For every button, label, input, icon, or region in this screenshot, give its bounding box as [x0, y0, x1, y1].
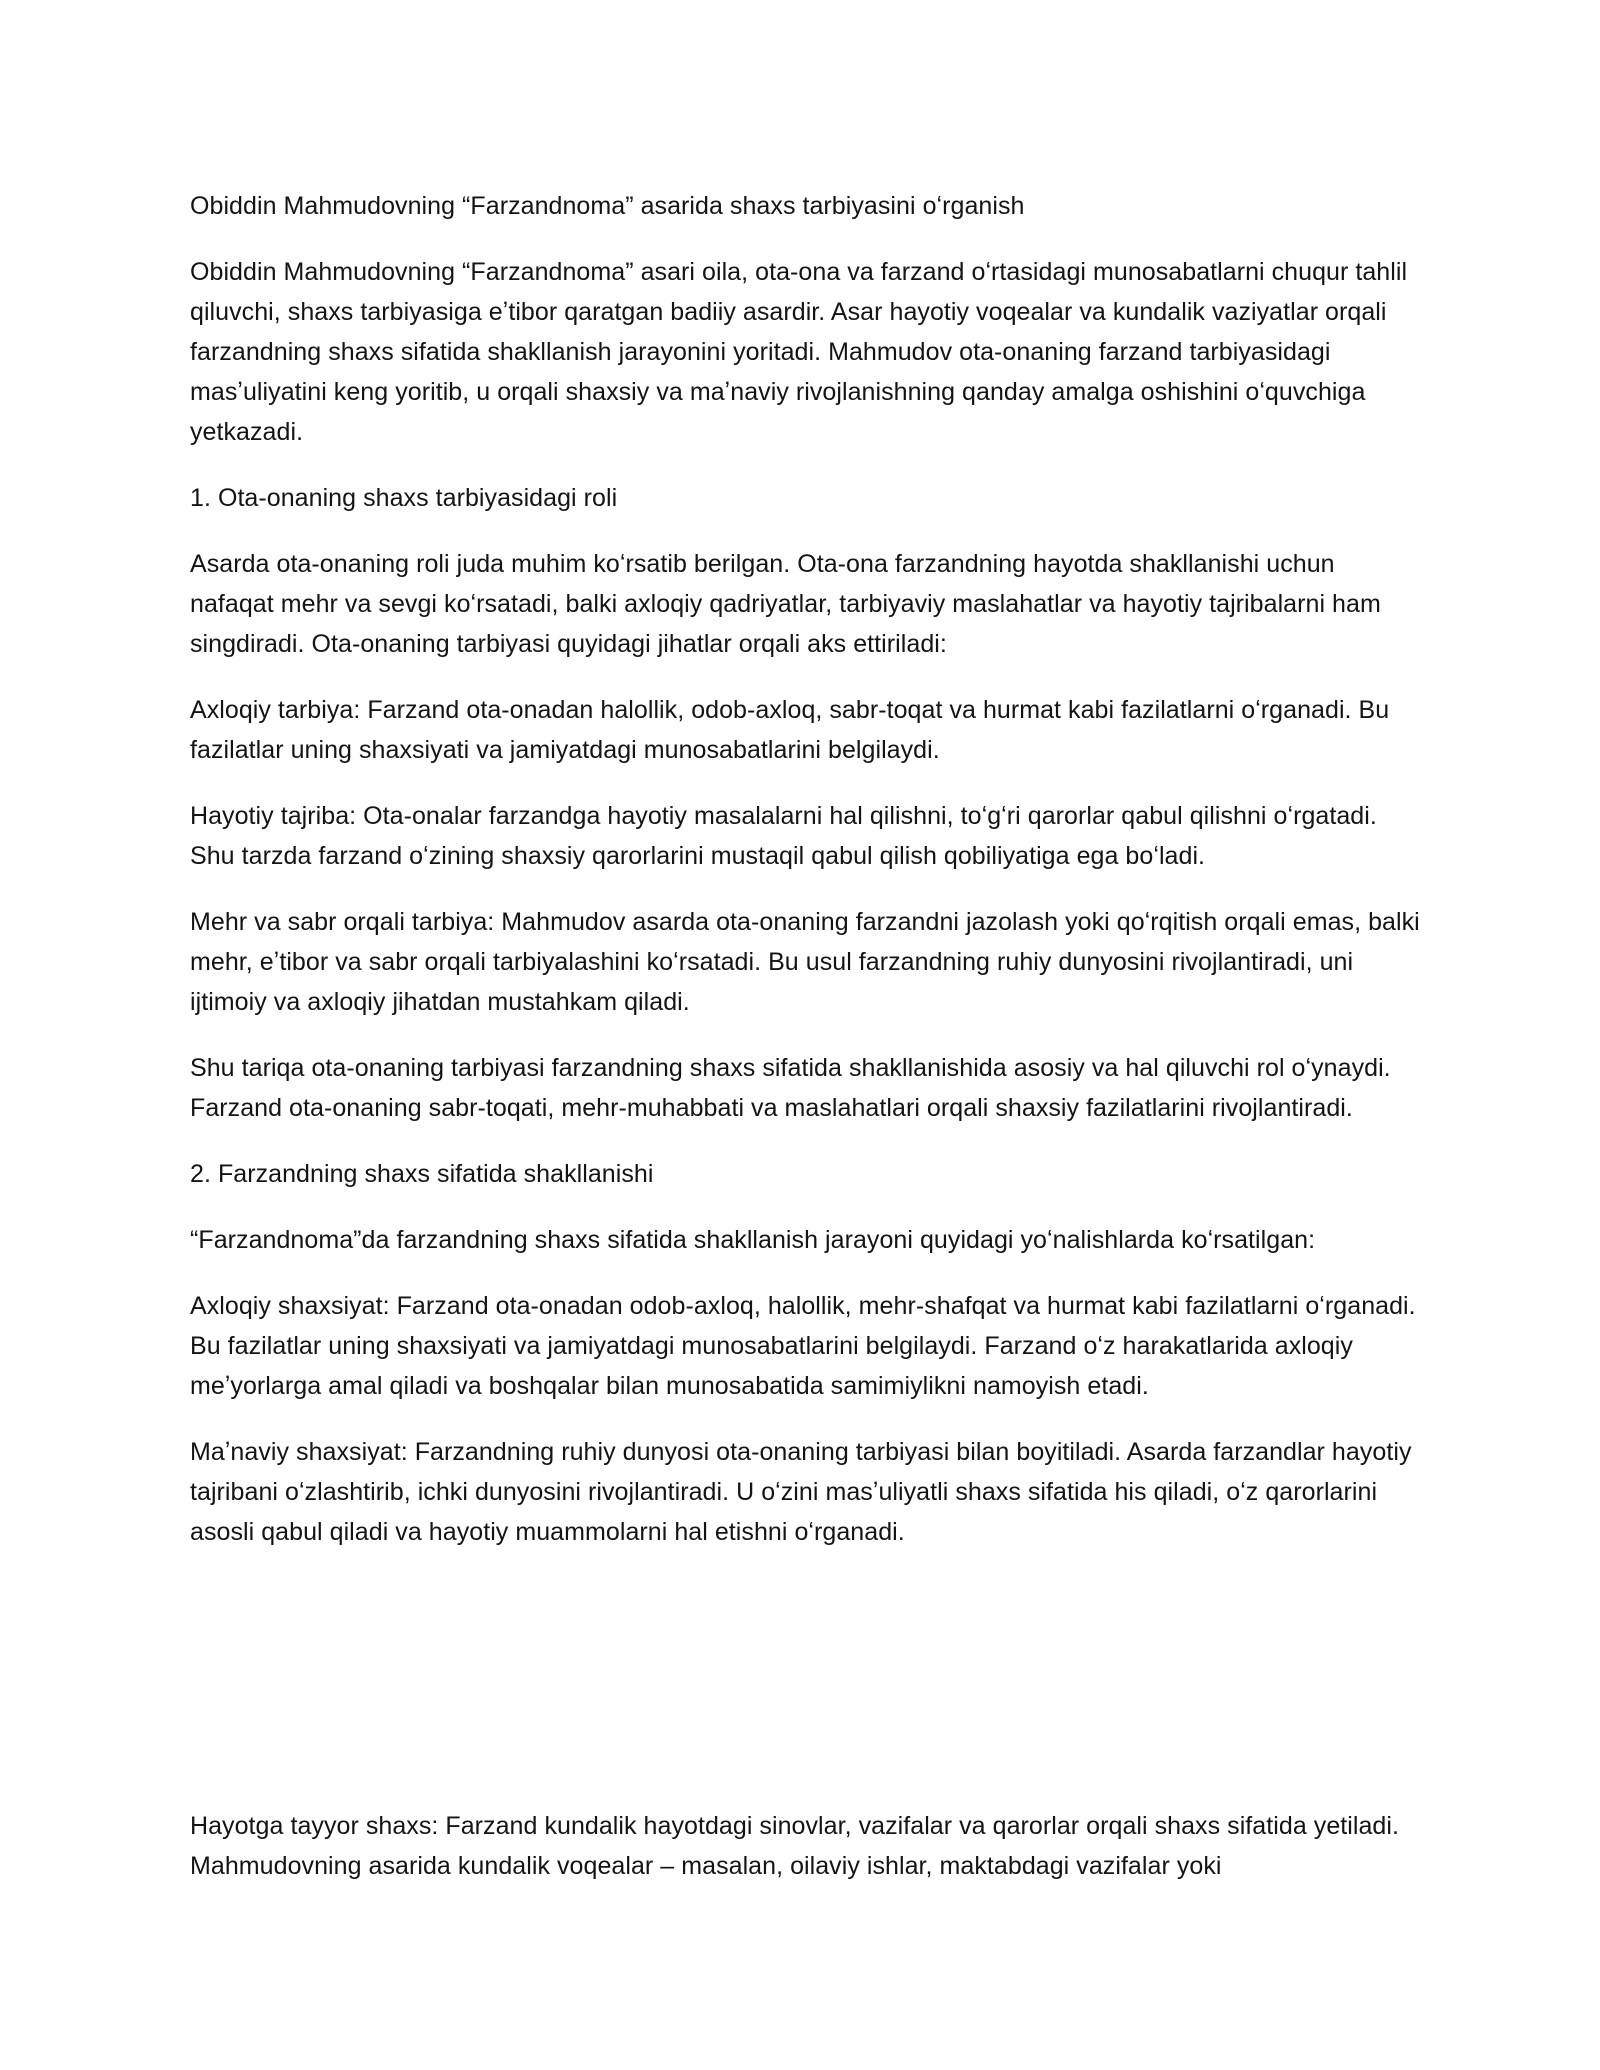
section-1-heading: 1. Ota-onaning shaxs tarbiyasidagi roli	[190, 484, 618, 512]
section-2-paragraph-2: Axloqiy shaxsiyat: Farzand ota-onadan odob-axloq, halollik, mehr-shafqat va hurmat kabi fazilatlarni oʻrganadi. Bu fazilatlar uning shaxsiyati va jamiyatdagi munosabatlarini belgilaydi. Farzand oʻz harakatlarida axloqiy meʼyorlarga amal qiladi va boshqalar bilan munosabatida samimiylikni namoyish etadi.	[190, 1292, 1416, 1400]
section-2-paragraph-4: Hayotga tayyor shaxs: Farzand kundalik hayotdagi sinovlar, vazifalar va qarorlar orqali shaxs sifatida yetiladi. Mahmudovning asarida kundalik voqealar – masalan, oilaviy ishlar, maktabdagi vazifalar yoki	[190, 1812, 1399, 1880]
intro-paragraph: Obiddin Mahmudovning “Farzandnoma” asari oila, ota-ona va farzand oʻrtasidagi munosabatlarni chuqur tahlil qiluvchi, shaxs tarbiyasiga eʼtibor qaratgan badiiy asardir. Asar hayotiy voqealar va kundalik vaziyatlar orqali farzandning shaxs sifatida shakllanish jarayonini yoritadi. Mahmudov ota-onaning farzand tarbiyasidagi masʼuliyatini keng yoritib, u orqali shaxsiy va maʼnaviy rivojlanishning qanday amalga oshishini oʻquvchiga yetkazadi.	[190, 258, 1408, 446]
section-1-paragraph-3: Hayotiy tajriba: Ota-onalar farzandga hayotiy masalalarni hal qilishni, toʻgʻri qarorlar qabul qilishni oʻrgatadi. Shu tarzda farzand oʻzining shaxsiy qarorlarini mustaqil qabul qilish qobiliyatiga ega boʻladi.	[190, 802, 1377, 870]
section-1-paragraph-4: Mehr va sabr orqali tarbiya: Mahmudov asarda ota-onaning farzandni jazolash yoki qoʻrqitish orqali emas, balki mehr, eʼtibor va sabr orqali tarbiyalashini koʻrsatadi. Bu usul farzandning ruhiy dunyosini rivojlantiradi, uni ijtimoiy va axloqiy jihatdan mustahkam qiladi.	[190, 908, 1420, 1016]
document-body-continued	[190, 1806, 1420, 1912]
section-2-paragraph-1: “Farzandnoma”da farzandning shaxs sifatida shakllanish jarayoni quyidagi yoʻnalishlarda koʻrsatilgan:	[190, 1226, 1316, 1254]
section-1-paragraph-5: Shu tariqa ota-onaning tarbiyasi farzandning shaxs sifatida shakllanishida asosiy va hal qiluvchi rol oʻynaydi. Farzand ota-onaning sabr-toqati, mehr-muhabbati va maslahatlari orqali shaxsiy fazilatlarini rivojlantiradi.	[190, 1054, 1391, 1122]
section-1-paragraph-1: Asarda ota-onaning roli juda muhim koʻrsatib berilgan. Ota-ona farzandning hayotda shakllanishi uchun nafaqat mehr va sevgi koʻrsatadi, balki axloqiy qadriyatlar, tarbiyaviy maslahatlar va hayotiy tajribalarni ham singdiradi. Ota-onaning tarbiyasi quyidagi jihatlar orqali aks ettiriladi:	[190, 550, 1381, 658]
section-2-heading: 2. Farzandning shaxs sifatida shakllanishi	[190, 1160, 654, 1188]
section-2-paragraph-3: Maʼnaviy shaxsiyat: Farzandning ruhiy dunyosi ota-onaning tarbiyasi bilan boyitiladi. Asarda farzandlar hayotiy tajribani oʻzlashtirib, ichki dunyosini rivojlantiradi. U oʻzini masʼuliyatli shaxs sifatida his qiladi, oʻz qarorlarini asosli qabul qiladi va hayotiy muammolarni hal etishni oʻrganadi.	[190, 1438, 1412, 1546]
document-body	[190, 186, 1420, 1578]
section-1-paragraph-2: Axloqiy tarbiya: Farzand ota-onadan halollik, odob-axloq, sabr-toqat va hurmat kabi fazilatlarni oʻrganadi. Bu fazilatlar uning shaxsiyati va jamiyatdagi munosabatlarini belgilaydi.	[190, 696, 1390, 764]
document-title: Obiddin Mahmudovning “Farzandnoma” asarida shaxs tarbiyasini oʻrganish	[190, 192, 1025, 220]
